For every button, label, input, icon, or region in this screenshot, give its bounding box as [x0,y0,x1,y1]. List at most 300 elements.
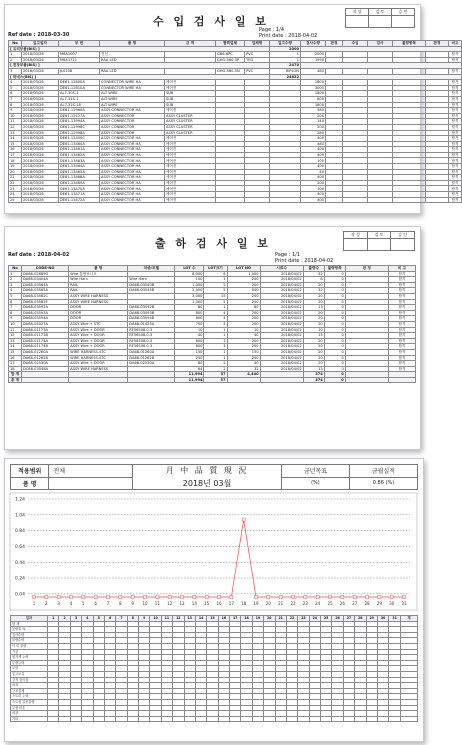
row-label: 불량율 % [11,627,48,633]
product-label: 품 명 [11,477,49,490]
table-cell [227,377,260,383]
table-cell: CONNECTOR WIRE HA [100,85,165,91]
x-tick-label: 21 [278,601,284,606]
x-tick-label: 26 [339,601,345,606]
table-cell: SUB [165,91,216,97]
data-point [329,596,332,599]
table-cell: RAA LED [100,68,165,74]
table-cell: 400 [301,136,326,142]
data-point [255,596,258,599]
table-cell: DA68-01260A [128,349,175,355]
table-cell: GHG-560-5N [216,68,245,74]
table-cell: 20 [303,361,324,367]
verdict-cell: 합격 [449,175,462,181]
table-cell: AL7-31S-1 [59,96,100,102]
x-tick-label: 31 [401,601,407,606]
table-cell: 3 [9,282,22,288]
monthly-quality-status-panel [4,458,424,742]
table-cell: ASSY CONNECTOR HA [100,169,165,175]
table-row [9,197,462,203]
row-label: 불량수량 [11,638,48,644]
defect-rate-chart [10,493,418,611]
table-cell: 2018/03/26 [22,164,59,170]
table-cell [69,377,128,383]
table-cell: 합격 [388,361,415,367]
y-tick-label: 1.04 [14,513,25,519]
verdict-cell: 합격 [449,180,462,186]
table-cell: 1,000 [175,299,204,305]
table-cell: ASSY CLUSTER [165,113,216,119]
table-cell: ASSY CONNECTOR [100,124,165,130]
column-header: LOT 수 [175,266,204,272]
verdict-cell: 합격 [449,80,462,86]
table-cell: 11 [9,327,22,333]
data-point [107,596,110,599]
table-cell: 2018/03/26 [22,108,59,114]
x-tick-label: 2 [45,601,48,606]
table-cell: 3 [204,344,227,350]
table-cell: 7 [9,305,22,311]
table-cell: 32 [303,288,324,294]
table-cell: 0 [324,293,345,299]
table-cell: 합격 [388,299,415,305]
table-cell: RAIL [69,288,128,294]
table-cell: 0 [324,305,345,311]
x-tick-label: 30 [389,601,395,606]
table-cell: 150 [175,349,204,355]
data-point [168,596,171,599]
table-cell: ASSY WIRE HARNESS [69,366,128,372]
table-cell: 400 [301,152,326,158]
table-cell: 합격 [388,333,415,339]
table-cell: 2018/03/26 [22,158,59,164]
table-cell: 10 [9,113,22,119]
table-cell: 2018/03/26 [22,85,59,91]
table-cell: 2018/03/26 [22,119,59,125]
data-point [218,596,221,599]
table-cell: 18 [9,158,22,164]
table-cell: 에어컨 [165,152,216,158]
day-column-header: 15 [207,616,218,622]
table-cell: DA68-03594B [128,316,175,322]
table-cell: 1990 [301,57,326,63]
table-cell: 2018/03/26 [22,152,59,158]
row-label: 스트리 누락 [11,694,48,700]
table-cell: 200 [227,282,260,288]
table-cell: ASSY CONNECTOR [100,130,165,136]
day-column-header: 16 [218,616,229,622]
table-cell: ASSY CONNECTOR HA [100,141,165,147]
column-header: 차종/모델 [128,266,175,272]
table-cell: 2018/03/26 [22,96,59,102]
table-cell: ASSY Wire + DOOR [69,327,128,333]
table-cell: 19 [9,164,22,170]
report2-table [8,265,416,383]
table-cell: 2018/04/02 [260,321,303,327]
column-header: LOT NO [227,266,260,272]
table-cell: 2018/04/02 [260,310,303,316]
table-cell: 0 [324,372,345,378]
table-cell: 1800 [301,102,326,108]
table-cell: 2 [204,361,227,367]
table-cell: M6A1711 [59,57,100,63]
target-value: (%) [281,477,349,490]
table-cell: 7 [9,96,22,102]
table-cell: DE61-12450C [59,136,100,142]
data-point [378,596,381,599]
verdict-cell: 합격 [449,197,462,203]
table-cell: RAA LED [100,57,165,63]
verdict-cell: 합격 [449,141,462,147]
column-header: 품 명 [69,266,128,272]
table-cell: 13 [303,366,324,372]
day-column-header: 9 [139,616,150,622]
report1-print-date: Print date : 2018-04-02 [259,33,318,39]
table-cell: 4 [204,321,227,327]
day-column-header: 25 [321,616,332,622]
table-cell: RF56508.0.3 [128,344,175,350]
row-label: 규격 검사불 [11,677,48,683]
verdict-cell: 합격 [449,108,462,114]
section-total: 24822 [270,74,301,80]
scope-label: 적용범위 [11,465,49,478]
data-point [353,596,356,599]
day-column-header: 8 [127,616,138,622]
report2-approval-box [343,231,415,251]
table-cell: 2018/04/02 [260,271,303,277]
table-cell: 200 [301,124,326,130]
x-tick-label: 17 [228,601,234,606]
table-cell: 합격 [388,327,415,333]
table-cell: 2018/03/26 [22,169,59,175]
table-cell: 16 [9,355,22,361]
table-cell: ASSY CLUSTER [165,130,216,136]
table-cell: 1 [270,52,301,58]
table-cell: 20 [303,316,324,322]
table-cell: 40 [175,333,204,339]
day-column-header: 23 [298,616,309,622]
table-cell: 480 [301,68,326,74]
y-tick-label: 0.84 [14,529,25,535]
table-cell: ALT WIRE [100,102,165,108]
table-cell: 100 [175,277,204,283]
table-cell: DE61-13462A [59,152,100,158]
table-cell: 200 [227,355,260,361]
report1-table [8,40,462,203]
row-label: 원자재 누락 [11,655,48,661]
table-cell: 140 [301,119,326,125]
table-cell: 100 [301,158,326,164]
column-header: 검사수량 [301,41,326,47]
table-cell: 200 [227,293,260,299]
table-cell: 3 [9,68,22,74]
table-cell: 20 [303,299,324,305]
section-name: [ 전장부품(BIS) ] [9,63,270,69]
row-label: 합 계 [11,621,48,627]
column-header: 비 고 [388,266,415,272]
verdict-cell: 합격 [449,130,462,136]
table-cell: 1 [204,305,227,311]
table-cell: 2018/04/02 [260,349,303,355]
table-cell: DA68-02689G [22,271,69,277]
verdict-cell: 합격 [449,169,462,175]
table-cell: 1 [204,277,227,283]
day-column-header: 21 [275,616,286,622]
table-cell: 0 [324,299,345,305]
table-cell: 0 [324,333,345,339]
table-cell: DA68-02530A [22,361,69,367]
table-cell: ASSY CONNECTOR HA [100,147,165,153]
table-cell: 전선 [100,52,165,58]
table-cell: 4 [9,80,22,86]
table-row [11,716,418,722]
x-tick-label: 4 [69,601,73,606]
table-cell: PVC [245,68,270,74]
data-point [267,596,270,599]
table-cell [22,377,69,383]
table-cell: 합격 [388,321,415,327]
table-cell: 5 [204,288,227,294]
data-point [156,596,159,599]
table-cell: DE61-12998C [59,124,100,130]
table-cell: 2018/03/26 [22,113,59,119]
table-cell: CONNECTOR WIRE HA [100,80,165,86]
day-column-header: 22 [286,616,297,622]
table-cell: DA68-03582C [22,293,69,299]
approval-cell: 검 토 [369,9,392,16]
data-point [390,596,393,599]
table-cell: DE61-13469A [59,180,100,186]
scope-value: 전체 [49,465,133,478]
table-cell: 280 [301,130,326,136]
day-column-header: 17 [230,616,241,622]
table-cell: DA68-03593A [22,310,69,316]
table-cell: 2018/04/02 [260,299,303,305]
row-label: 검사수량 [11,632,48,638]
verdict-cell: 합격 [449,91,462,97]
table-cell: 1 [204,355,227,361]
table-cell: 2018/04/02 [260,305,303,311]
report2-print-date: Print date : 2018-04-02 [275,258,334,264]
table-cell: SUB [165,102,216,108]
table-cell: 200 [301,180,326,186]
table-cell: DA68-01425A [128,321,175,327]
table-cell: 20 [303,349,324,355]
x-tick-label: 20 [265,601,271,606]
table-cell: 374 [303,377,324,383]
data-point [341,596,344,599]
table-cell: DA68-03404A [22,277,69,283]
report2-page: Page : 1/1 [275,252,301,258]
table-cell: 20 [303,321,324,327]
table-cell: 2018/04/02 [260,288,303,294]
column-header: 업체명 [245,41,270,47]
table-cell: WIRE HARNESS-STC [69,349,128,355]
table-cell: 에어컨 [165,175,216,181]
x-tick-label: 6 [94,601,97,606]
table-cell: RAIL [69,282,128,288]
table-cell: 57 [204,372,227,378]
table-cell: 40 [301,169,326,175]
row-label: 부품 파손 [11,705,48,711]
day-column-header: 1 [48,616,59,622]
day-column-header: 7 [116,616,127,622]
table-cell: RIPLON [270,68,301,74]
table-cell: 1,000 [175,282,204,288]
verdict-cell: 합격 [449,68,462,74]
table-cell: 에어컨 [165,186,216,192]
table-cell: ASSY CONNECTOR HA [100,158,165,164]
table-cell: 100 [301,186,326,192]
table-cell: 합격 [388,310,415,316]
table-cell: 2 [204,366,227,372]
table-cell: 200 [175,355,204,361]
section-total: 2000 [270,46,301,52]
table-cell: 80 [175,305,204,311]
day-column-header: 30 [377,616,388,622]
data-point [366,596,369,599]
table-cell: 합격 [388,293,415,299]
table-cell: 21 [9,175,22,181]
table-cell: Wire 통합보니오 [69,271,128,277]
table-cell: 10 [9,321,22,327]
table-cell: 13 [9,130,22,136]
report3-period: 2018년 03월 [182,479,232,488]
table-cell: 2018/04/02 [260,316,303,322]
column-header: 판정 [426,41,449,47]
table-cell: DE61-12810A [59,85,100,91]
table-cell: ASSY CONNECTOR HA [100,108,165,114]
table-cell: 합격 [388,282,415,288]
x-tick-label: 18 [241,601,247,606]
row-label: 가공 [11,649,48,655]
table-cell: DE61-13472A [59,197,100,203]
column-header: 입고수량 [270,41,301,47]
table-cell: ASSY CONNECTOR [100,119,165,125]
report3-table [10,615,418,722]
table-cell: 14 [9,344,22,350]
verdict-cell: 합격 [449,136,462,142]
table-cell: 에어컨 [165,158,216,164]
table-cell: SUB [165,96,216,102]
report1-approval-box [345,8,415,28]
row-label: 스트립 알선불량 [11,699,48,705]
day-header: 일자 [11,616,48,622]
data-point [193,596,196,599]
table-cell: GB6-6PC [216,52,245,58]
table-cell [245,197,270,203]
total-row [9,377,416,383]
table-cell: ASSY Wire + DOOR [69,338,128,344]
table-cell: 에어컨 [165,85,216,91]
table-cell: 에어컨 [165,80,216,86]
table-cell: ASSY CONNECTOR HA [100,175,165,181]
column-header: No [9,41,22,47]
table-cell: 2018/04/02 [260,355,303,361]
column-header: CODE-NO [22,266,69,272]
table-cell: 에어컨 [165,108,216,114]
table-cell: WIRE HARNESS-STC [69,355,128,361]
report1-page: Page : 1/4 [259,27,285,33]
column-header: 불량항목 [324,266,345,272]
column-header: No [9,266,22,272]
table-cell: DA68-03582E [22,299,69,305]
table-cell: 1,000 [227,271,260,277]
day-column-header: 2 [59,616,70,622]
table-cell: 1 [204,349,227,355]
x-tick-label: 8 [119,601,122,606]
verdict-cell: 합격 [449,85,462,91]
verdict-cell: 합격 [449,164,462,170]
report1-ref-date: Ref date : 2018-03-30 [8,32,70,38]
table-cell: 2018/04/02 [260,344,303,350]
table-cell: 2018/03/26 [22,102,59,108]
table-cell: DE61-13461A [59,147,100,153]
table-cell: RF56508.0.3 [128,333,175,339]
table-cell: RF56508.0.3 [128,338,175,344]
table-cell: 0 [324,327,345,333]
table-cell: 0 [324,277,345,283]
table-cell: 400 [301,147,326,153]
table-cell: 4 [204,316,227,322]
column-header: 협력업체 [216,41,245,47]
data-point [279,596,282,599]
table-cell: TEG [245,57,270,63]
table-cell: PVC [245,52,270,58]
table-cell: DE61-13460A [59,141,100,147]
table-cell: 25 [9,197,22,203]
table-cell [128,377,175,383]
result-value: 0.86 (%) [349,477,417,490]
table-cell: 3000 [301,85,326,91]
report1-title: 수 입 검 사 일 보 [153,15,269,28]
table-cell: 200 [227,338,260,344]
table-cell: 2018/03/26 [22,57,59,63]
table-cell: 11,994 [175,377,204,383]
table-cell: ASSY WIRE HARNESS [69,293,128,299]
table-cell: 0 [324,271,345,277]
table-cell: 에어컨 [165,164,216,170]
row-label: 외관 [11,711,48,717]
table-cell: 2018/03/26 [22,52,59,58]
table-cell: 0 [324,366,345,372]
table-cell: 800 [301,96,326,102]
table-cell: 2000 [301,52,326,58]
table-cell: 2 [9,277,22,283]
verdict-cell: 합격 [449,96,462,102]
table-cell: DE61-12127A [59,113,100,119]
table-cell [388,377,415,383]
table-cell: 20 [303,344,324,350]
day-column-header: 10 [150,616,161,622]
table-cell: 2018/03/26 [22,136,59,142]
approval-cell: 작 성 [346,9,369,16]
table-cell: Wire Harn [69,277,128,283]
table-cell: ALT WIRE [100,91,165,97]
table-cell: 200 [227,344,260,350]
x-tick-label: 14 [191,601,197,606]
table-cell: 3,000 [175,293,204,299]
table-cell: 2018/04/02 [260,293,303,299]
table-cell: M6A1007 [59,52,100,58]
table-cell: DA68-01174B [22,344,69,350]
table-cell: ASSY CONNECTOR [100,113,165,119]
table-cell: DE61-12960A [59,108,100,114]
x-tick-label: 25 [327,601,333,606]
table-cell: 0 [324,321,345,327]
table-cell: 2018/03/26 [22,147,59,153]
table-cell: 8 [9,310,22,316]
